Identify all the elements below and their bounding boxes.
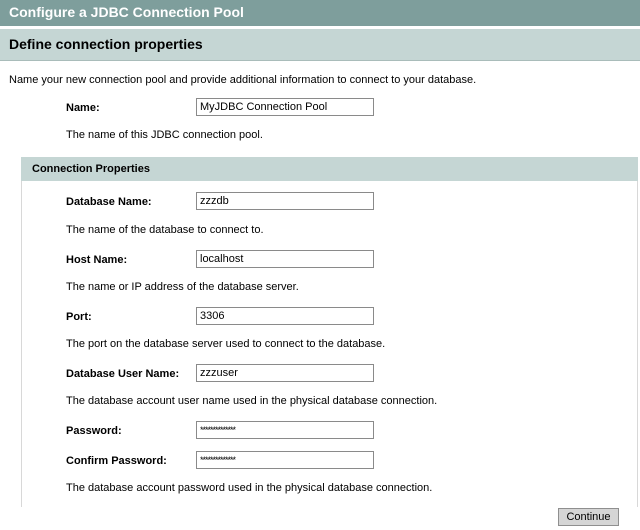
database-name-label: Database Name: xyxy=(66,196,152,208)
host-name-help: The name or IP address of the database server. xyxy=(66,281,299,293)
pool-name-input[interactable] xyxy=(196,98,374,116)
password-input[interactable] xyxy=(196,421,374,439)
db-user-name-label: Database User Name: xyxy=(66,368,180,380)
db-user-name-input[interactable] xyxy=(196,364,374,382)
intro-text: Name your new connection pool and provide additional information to connect to your database. xyxy=(9,74,477,86)
port-input[interactable] xyxy=(196,307,374,325)
password-help: The database account password used in the physical database connection. xyxy=(66,482,433,494)
host-name-label: Host Name: xyxy=(66,254,128,266)
name-help: The name of this JDBC connection pool. xyxy=(66,129,263,141)
host-name-input[interactable] xyxy=(196,250,374,268)
confirm-password-label: Confirm Password: xyxy=(66,455,167,467)
connection-properties-header: Connection Properties xyxy=(21,157,638,181)
section-title: Define connection properties xyxy=(0,29,640,61)
port-help: The port on the database server used to connect to the database. xyxy=(66,338,386,350)
password-label: Password: xyxy=(66,425,122,437)
name-label: Name: xyxy=(66,102,100,114)
database-name-help: The name of the database to connect to. xyxy=(66,224,264,236)
port-label: Port: xyxy=(66,311,92,323)
db-user-name-help: The database account user name used in the physical database connection. xyxy=(66,395,438,407)
window-title: Configure a JDBC Connection Pool xyxy=(0,0,640,26)
confirm-password-input[interactable] xyxy=(196,451,374,469)
database-name-input[interactable] xyxy=(196,192,374,210)
continue-button[interactable]: Continue xyxy=(558,508,619,526)
